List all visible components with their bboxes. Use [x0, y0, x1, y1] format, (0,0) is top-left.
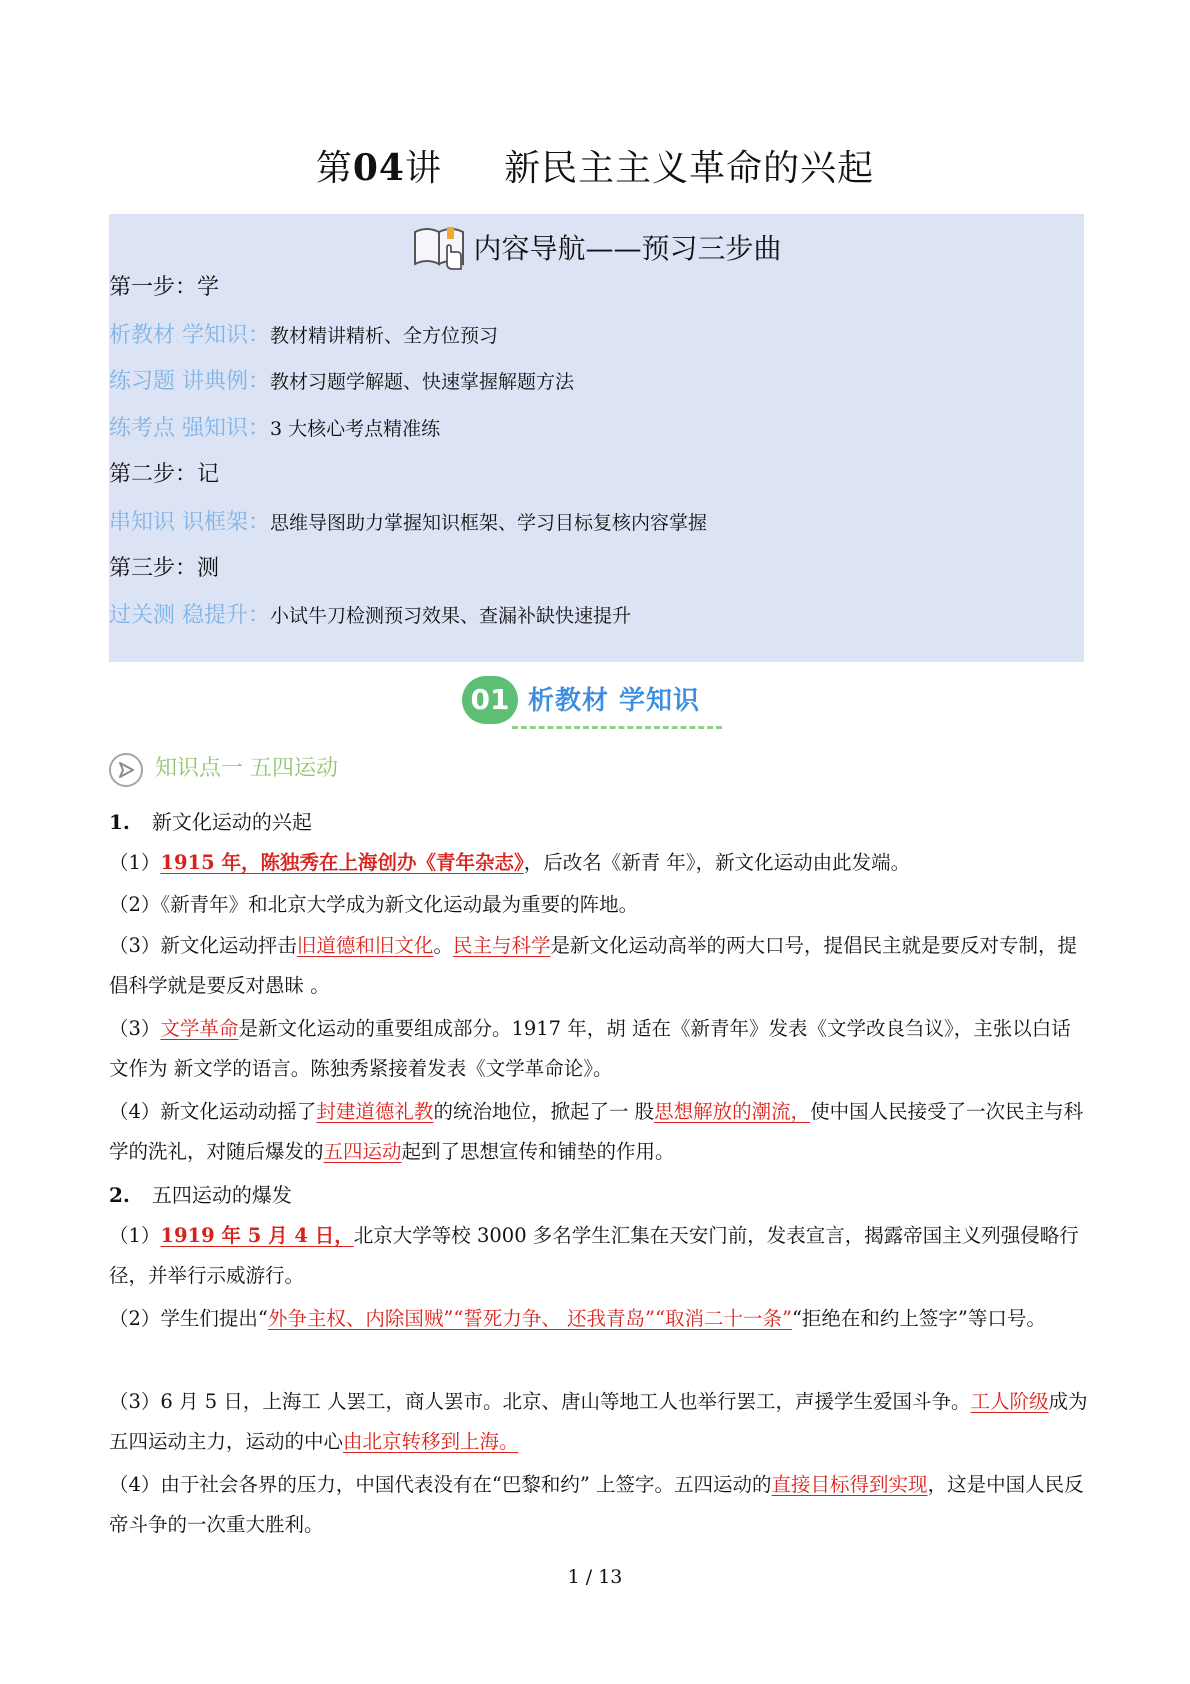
- banner-underline: [512, 726, 722, 729]
- highlight: 五四运动: [323, 1140, 402, 1163]
- nav-item-analyze: 析教材 学知识：教材精讲精析、全方位预习: [109, 323, 499, 348]
- highlight: 封建道德礼教: [316, 1100, 434, 1123]
- paragraph: （1）1915 年，陈独秀在上海创办《青年杂志》，后改名《新青 年》，新文化运动由此发端。: [109, 851, 911, 874]
- step-one: 第一步：学: [109, 275, 220, 300]
- lesson-title: 第04讲 新民主主义革命的兴起: [315, 147, 875, 189]
- nav-item-exam: 练考点 强知识：3 大核心考点精准练: [109, 416, 441, 441]
- step-two: 第二步：记: [109, 462, 220, 487]
- section-heading-1: 1. 新文化运动的兴起: [109, 810, 312, 834]
- nav-item-practice: 练习题 讲典例：教材习题学解题、快速掌握解题方法: [109, 369, 575, 394]
- page-number: 1 / 13: [567, 1566, 623, 1588]
- arrow-circle-icon: [109, 753, 143, 787]
- highlight: 文学革命: [160, 1017, 239, 1040]
- lesson-number: 04: [352, 147, 405, 189]
- paragraph: （4）新文化运动动摇了封建道德礼教的统治地位，掀起了一 股思想解放的潮流，使中国人民接受了一次民主与科学的洗礼，对随后爆发的五四运动起到了思想宣传和铺垫的作用。: [109, 1100, 1084, 1163]
- book-icon: [411, 224, 469, 277]
- paragraph: （3）6 月 5 日，上海工 人罢工，商人罢市。北京、唐山等地工人也举行罢工，声援学生爱国斗争。工人阶级成为五四运动主力，运动的中心由北京转移到上海。: [109, 1390, 1088, 1453]
- highlight: 民主与科学: [452, 934, 551, 957]
- highlight: 外争主权、内除国贼”“誓死力争、 还我青岛”“取消二十一条”: [267, 1307, 792, 1330]
- paragraph: （2）《新青年》和北京大学成为新文化运动最为重要的阵地。: [109, 893, 639, 916]
- nav-item-framework: 串知识 识框架：思维导图助力掌握知识框架、学习目标复核内容掌握: [109, 510, 708, 535]
- banner-number: 01: [462, 676, 518, 724]
- paragraph: （1）1919 年 5 月 4 日，北京大学等校 3000 多名学生汇集在天安门前，发表宣言，揭露帝国主义列强侵略行径，并举行示威游行。: [109, 1224, 1079, 1287]
- section-heading-2: 2. 五四运动的爆发: [109, 1183, 292, 1207]
- paragraph: （2）学生们提出“外争主权、内除国贼”“誓死力争、 还我青岛”“取消二十一条”“拒绝在和约上签字”等口号。: [109, 1307, 1046, 1330]
- lesson-name: 新民主主义革命的兴起: [504, 148, 875, 189]
- paragraph: （3）文学革命是新文化运动的重要组成部分。1917 年，胡 适在《新青年》发表《文学改良刍议》，主张以白话文作为 新文学的语言。陈独秀紧接着发表《文学革命论》。: [109, 1017, 1071, 1080]
- step-three: 第三步：测: [109, 556, 220, 581]
- nav-heading: 内容导航——预习三步曲: [109, 224, 1084, 277]
- paragraph: （3）新文化运动抨击旧道德和旧文化。民主与科学是新文化运动高举的两大口号，提倡民主就是要反对专制，提倡科学就是要反对愚昧 。: [109, 934, 1077, 997]
- section-banner: [462, 674, 728, 734]
- nav-item-test: 过关测 稳提升：小试牛刀检测预习效果、查漏补缺快速提升: [109, 603, 632, 628]
- highlight: 由北京转移到上海。: [343, 1430, 519, 1453]
- knowledge-point-title: 知识点一 五四运动: [155, 756, 338, 781]
- highlight: 思想解放的潮流，: [654, 1100, 811, 1123]
- highlight: 1919 年 5 月 4 日，: [160, 1224, 354, 1247]
- banner-text: 析教材 学知识: [528, 686, 701, 716]
- content-navigation-box: [109, 214, 1084, 662]
- paragraph: （4）由于社会各界的压力，中国代表没有在“巴黎和约” 上签字。五四运动的直接目标得到实现，这是中国人民反帝斗争的一次重大胜利。: [109, 1473, 1084, 1536]
- highlight: 1915 年，陈独秀在上海创办《青年杂志》: [160, 851, 524, 874]
- highlight: 旧道德和旧文化: [296, 934, 434, 957]
- highlight: 工人阶级: [970, 1390, 1049, 1413]
- highlight: 直接目标得到实现: [771, 1473, 928, 1496]
